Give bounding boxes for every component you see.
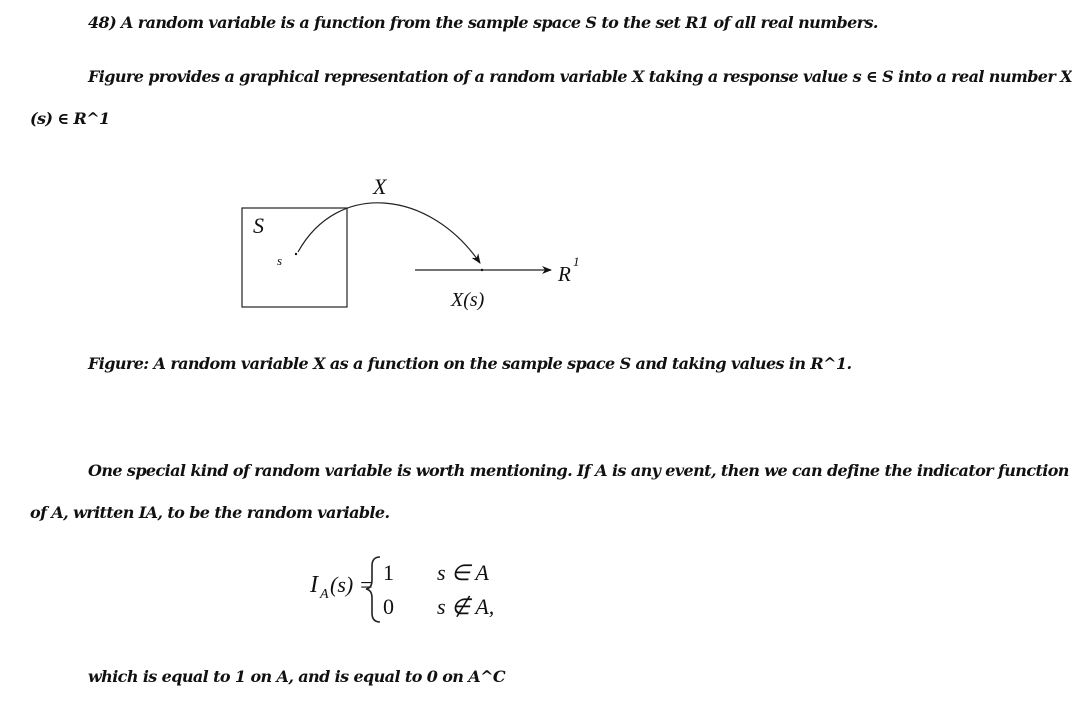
paragraph-indicator-line1: One special kind of random variable is worth mentioning. If A is any event, then we can define the indicator function [88,461,1069,480]
formula-lhs-argument: (s) = [330,572,374,597]
formula-case1-condition: s ∈ A [437,560,489,585]
mapping-arrow [298,203,480,263]
real-line-superscript: 1 [573,254,580,269]
sample-point-label: s [277,253,283,268]
mapping-label: X [373,174,387,199]
paragraph-figure-intro-line1: Figure provides a graphical representation of a random variable X taking a response value s ∈ S into a real number X [88,67,1072,86]
real-line-label: R [558,262,571,286]
paragraph-figure-intro-line2: (s) ∈ R^1 [30,109,110,128]
sample-point-dot [295,253,297,255]
paragraph-definition: 48) A random variable is a function from the sample space S to the set R1 of all real numbers. [88,13,878,32]
image-point-dot [481,269,483,271]
formula-lhs-I: I [310,572,318,598]
formula-case2-value: 0 [383,594,394,619]
formula-lhs-subscript: A [320,587,329,602]
figure-caption: Figure: A random variable X as a function on the sample space S and taking values in R^1. [88,354,852,373]
image-label: X(s) [451,289,485,311]
formula-case1-value: 1 [383,560,394,585]
paragraph-indicator-summary: which is equal to 1 on A, and is equal to 0 on A^C [88,667,506,686]
paragraph-indicator-line2: of A, written IA, to be the random variable. [30,503,390,522]
formula-case2-condition: s ∉ A, [437,594,495,619]
sample-space-label: S [253,213,264,238]
